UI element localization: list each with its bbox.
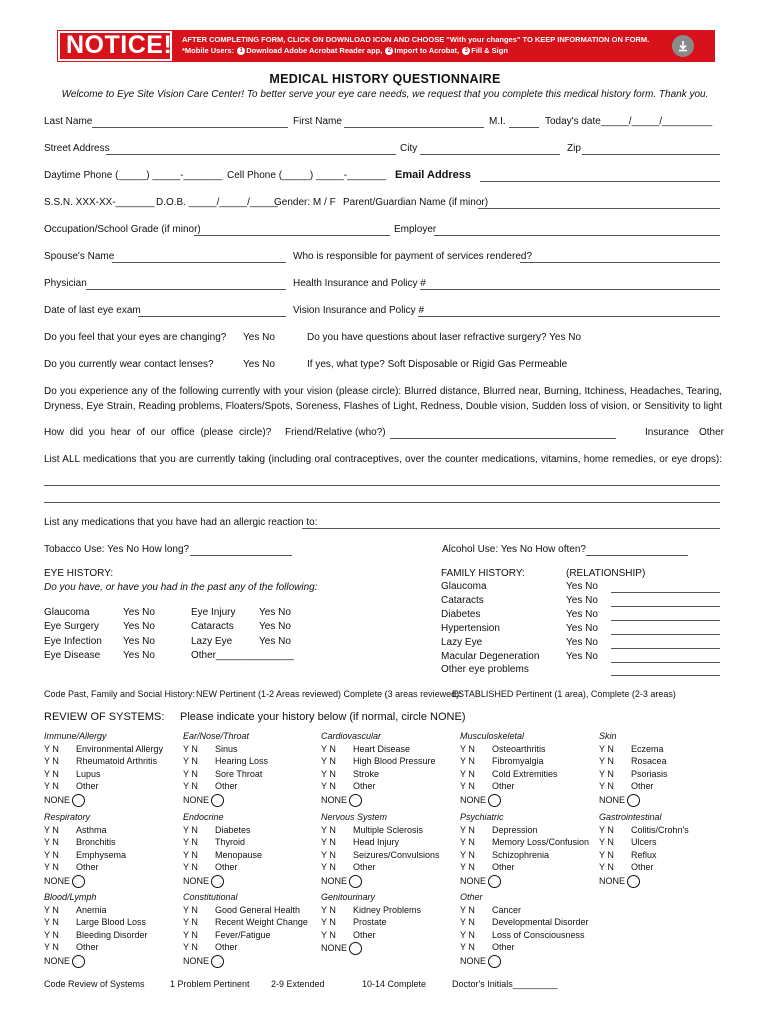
ros-system-heading: Genitourinary — [321, 892, 376, 902]
ros-none-option[interactable] — [44, 875, 85, 888]
eye-history-item: Lazy Eye — [191, 636, 233, 647]
relationship-field[interactable] — [611, 675, 720, 676]
allergic-question: List any medications that you have had an allergic reaction to: — [44, 517, 318, 528]
ros-item: Bronchitis — [76, 837, 116, 847]
ros-item: Other — [631, 862, 654, 872]
mobile-users-label: *Mobile Users: — [182, 46, 235, 55]
alcohol-question[interactable]: Alcohol Use: Yes No How often? — [442, 544, 586, 555]
relationship-field[interactable] — [611, 634, 720, 635]
family-history-yes-no[interactable]: Yes No — [566, 623, 598, 634]
ros-yes-no[interactable]: Y N — [44, 837, 59, 847]
ros-yes-no[interactable]: Y N — [321, 862, 336, 872]
step-3-badge: 3 — [462, 47, 470, 55]
none-circle-icon[interactable] — [349, 875, 362, 888]
eye-history-item[interactable]: Other______________ — [191, 650, 294, 661]
family-history-item: Other eye problems — [441, 664, 529, 675]
ros-yes-no[interactable]: Y N — [599, 850, 614, 860]
ros-item: Reflux — [631, 850, 657, 860]
ros-none-label: NONE — [183, 875, 210, 886]
street-label: Street Address — [44, 143, 110, 154]
relationship-heading: (RELATIONSHIP) — [566, 568, 646, 579]
ros-system-heading: Blood/Lymph — [44, 892, 97, 902]
ros-none-label: NONE — [321, 942, 348, 953]
ros-yes-no[interactable]: Y N — [44, 942, 59, 952]
ros-yes-no[interactable]: Y N — [321, 930, 336, 940]
ros-none-option[interactable] — [460, 794, 501, 807]
ros-yes-no[interactable]: Y N — [460, 942, 475, 952]
street-field[interactable] — [106, 154, 396, 155]
family-history-item: Macular Degeneration — [441, 651, 540, 662]
problem-pertinent-option[interactable]: 1 Problem Pertinent — [170, 979, 250, 989]
form-title: MEDICAL HISTORY QUESTIONNAIRE — [269, 72, 501, 86]
ros-item: Stroke — [353, 769, 380, 779]
ros-system-heading: Nervous System — [321, 812, 388, 822]
last-exam-field[interactable] — [138, 316, 286, 317]
ros-yes-no[interactable]: Y N — [183, 769, 198, 779]
ros-yes-no[interactable]: Y N — [44, 905, 59, 915]
physician-field[interactable] — [86, 289, 286, 290]
vision-insurance-label: Vision Insurance and Policy # — [293, 305, 425, 316]
ros-item: Other — [215, 862, 238, 872]
eye-history-yes-no[interactable]: Yes No — [259, 607, 291, 618]
ros-yes-no[interactable]: Y N — [183, 905, 198, 915]
ros-item: Head Injury — [353, 837, 400, 847]
none-circle-icon[interactable] — [349, 942, 362, 955]
tobacco-question[interactable]: Tobacco Use: Yes No How long? — [44, 544, 190, 555]
ros-item: Cold Extremities — [492, 769, 558, 779]
mi-field[interactable] — [509, 127, 539, 128]
ros-system-heading: Immune/Allergy — [44, 731, 107, 741]
family-history-yes-no[interactable]: Yes No — [566, 581, 598, 592]
ros-yes-no[interactable]: Y N — [460, 756, 475, 766]
ros-yes-no[interactable]: Y N — [460, 905, 475, 915]
first-name-field[interactable] — [344, 127, 484, 128]
ros-yes-no[interactable]: Y N — [599, 769, 614, 779]
friend-option[interactable]: Friend/Relative (who?) — [285, 427, 386, 438]
dob-field[interactable]: D.O.B. _____/_____/_____ — [156, 197, 278, 208]
ros-item: Prostate — [353, 917, 387, 927]
ros-yes-no[interactable]: Y N — [460, 930, 475, 940]
ros-item: Other — [76, 862, 99, 872]
ros-none-label: NONE — [44, 794, 71, 805]
mi-label: M.I. — [489, 116, 506, 127]
relationship-field[interactable] — [611, 648, 720, 649]
eye-history-item: Eye Disease — [44, 650, 101, 661]
lasik-question[interactable]: Do you have questions about laser refractive surgery? Yes No — [307, 332, 582, 343]
doctor-initials-field[interactable]: Doctor's Initials_________ — [452, 979, 558, 989]
ros-none-label: NONE — [44, 955, 71, 966]
ros-item: Other — [492, 942, 515, 952]
ros-none-label: NONE — [460, 955, 487, 966]
vision-insurance-field[interactable] — [418, 316, 720, 317]
ros-none-option[interactable] — [460, 955, 501, 968]
todays-date-field[interactable]: _____/_____/_________ — [601, 116, 713, 127]
ros-item: Other — [215, 942, 238, 952]
eyes-changing-yes-no[interactable]: Yes No — [243, 332, 275, 343]
step-1-text: Download Adobe Acrobat Reader app, — [246, 46, 383, 55]
ros-none-label: NONE — [183, 794, 210, 805]
ros-yes-no[interactable]: Y N — [44, 781, 59, 791]
ros-item: Sore Throat — [215, 769, 263, 779]
ros-item: Large Blood Loss — [76, 917, 147, 927]
ros-yes-no[interactable]: Y N — [599, 862, 614, 872]
payment-label: Who is responsible for payment of services rendered? — [293, 251, 533, 262]
ros-yes-no[interactable]: Y N — [321, 825, 336, 835]
relationship-field[interactable] — [611, 620, 720, 621]
ros-yes-no[interactable]: Y N — [460, 825, 475, 835]
parent-field[interactable] — [478, 208, 720, 209]
ros-none-option[interactable] — [460, 875, 501, 888]
zip-label: Zip — [567, 143, 581, 154]
step-1-badge: 1 — [237, 47, 245, 55]
email-label: Email Address — [395, 169, 472, 181]
ros-item: Diabetes — [215, 825, 251, 835]
ros-system-heading: Ear/Nose/Throat — [183, 731, 250, 741]
ros-none-option[interactable] — [321, 942, 362, 955]
ros-item: Ulcers — [631, 837, 657, 847]
ros-yes-no[interactable]: Y N — [44, 850, 59, 860]
ros-yes-no[interactable]: Y N — [321, 837, 336, 847]
ros-none-option[interactable] — [599, 794, 640, 807]
insurance-option[interactable]: Insurance — [645, 427, 689, 438]
family-history-item: Lazy Eye — [441, 637, 483, 648]
ros-item: Eczema — [631, 744, 664, 754]
ros-item: Other — [492, 862, 515, 872]
ros-item: Anemia — [76, 905, 107, 915]
ros-item: Other — [353, 930, 376, 940]
email-field[interactable] — [480, 181, 720, 182]
code-ros-label: Code Review of Systems — [44, 979, 145, 989]
occupation-field[interactable] — [194, 235, 390, 236]
ros-item: Other — [631, 781, 654, 791]
ros-yes-no[interactable]: Y N — [321, 769, 336, 779]
payment-field[interactable] — [520, 262, 720, 263]
physician-label: Physician — [44, 278, 87, 289]
insurance-label: Health Insurance and Policy # — [293, 278, 426, 289]
ros-item: Menopause — [215, 850, 263, 860]
ros-none-label: NONE — [321, 794, 348, 805]
ros-item: Thyroid — [215, 837, 246, 847]
hear-office-question: How did you hear of our office (please circle)? — [44, 427, 272, 438]
ros-none-label: NONE — [183, 955, 210, 966]
ros-item: Colitis/Crohn's — [631, 825, 689, 835]
ros-none-label: NONE — [460, 875, 487, 886]
eye-history-yes-no[interactable]: Yes No — [123, 621, 155, 632]
cell-phone-label[interactable]: Cell Phone (_____) _____-_______ — [227, 170, 387, 181]
step-2-text: Import to Acrobat, — [394, 46, 460, 55]
spouse-field[interactable] — [112, 262, 286, 263]
eye-history-item: Eye Infection — [44, 636, 102, 647]
ros-item: Other — [215, 781, 238, 791]
allergic-field[interactable] — [302, 528, 720, 529]
ros-yes-no[interactable]: Y N — [44, 825, 59, 835]
banner-instruction-line1: AFTER COMPLETING FORM, CLICK ON DOWNLOAD ICON AND CHOOSE "With your changes" TO KEEP INFORMATION ON FORM. — [182, 35, 650, 44]
none-circle-icon[interactable] — [72, 955, 85, 968]
friend-field[interactable] — [390, 438, 616, 439]
none-circle-icon[interactable] — [211, 875, 224, 888]
ros-system-heading: Respiratory — [44, 812, 91, 822]
eye-history-yes-no[interactable]: Yes No — [123, 636, 155, 647]
form-subtitle: Welcome to Eye Site Vision Care Center! To better serve your eye care needs, we request that you complete this medical history form. Thank you. — [61, 89, 709, 100]
ros-yes-no[interactable]: Y N — [183, 917, 198, 927]
ros-yes-no[interactable]: Y N — [321, 917, 336, 927]
ros-yes-no[interactable]: Y N — [460, 850, 475, 860]
ros-system-heading: Skin — [599, 731, 617, 741]
ros-item: Bleeding Disorder — [76, 930, 148, 940]
ros-system-heading: Gastrointestinal — [599, 812, 662, 822]
ros-yes-no[interactable]: Y N — [183, 930, 198, 940]
ros-yes-no[interactable]: Y N — [44, 930, 59, 940]
medications-field-2[interactable] — [44, 502, 720, 503]
ros-yes-no[interactable]: Y N — [321, 744, 336, 754]
ros-yes-no[interactable]: Y N — [44, 862, 59, 872]
step-2-badge: 2 — [385, 47, 393, 55]
eye-history-item: Eye Surgery — [44, 621, 100, 632]
eye-history-heading: EYE HISTORY: — [44, 568, 114, 579]
ros-item: Memory Loss/Confusion — [492, 837, 590, 847]
ros-item: Other — [353, 862, 376, 872]
family-history-yes-no[interactable]: Yes No — [566, 595, 598, 606]
ros-yes-no[interactable]: Y N — [321, 756, 336, 766]
ros-item: Lupus — [76, 769, 101, 779]
relationship-field[interactable] — [611, 592, 720, 593]
eyes-changing-question: Do you feel that your eyes are changing? — [44, 332, 227, 343]
ros-yes-no[interactable]: Y N — [321, 781, 336, 791]
family-history-yes-no[interactable]: Yes No — [566, 637, 598, 648]
ros-yes-no[interactable]: Y N — [460, 744, 475, 754]
none-circle-icon[interactable] — [211, 794, 224, 807]
todays-date-label: Today's date — [545, 116, 601, 127]
ros-item: Osteoarthritis — [492, 744, 546, 754]
download-button[interactable] — [672, 35, 694, 57]
ros-none-option[interactable] — [599, 875, 640, 888]
none-circle-icon[interactable] — [349, 794, 362, 807]
gender-field[interactable]: Gender: M / F — [274, 197, 336, 208]
ros-yes-no[interactable]: Y N — [183, 756, 198, 766]
ros-system-heading: Psychiatric — [460, 812, 504, 822]
eye-history-yes-no[interactable]: Yes No — [259, 636, 291, 647]
ros-system-heading: Constitutional — [183, 892, 238, 902]
none-circle-icon[interactable] — [488, 875, 501, 888]
family-history-item: Glaucoma — [441, 581, 487, 592]
ros-item: Kidney Problems — [353, 905, 422, 915]
ros-yes-no[interactable]: Y N — [460, 781, 475, 791]
ros-none-option[interactable] — [44, 955, 85, 968]
ros-item: Sinus — [215, 744, 238, 754]
extended-option[interactable]: 2-9 Extended — [271, 979, 325, 989]
last-name-field[interactable] — [92, 127, 288, 128]
contacts-question: Do you currently wear contact lenses? — [44, 359, 214, 370]
ros-item: Psoriasis — [631, 769, 668, 779]
ros-item: Emphysema — [76, 850, 127, 860]
ros-item: Hearing Loss — [215, 756, 269, 766]
new-pertinent-label[interactable]: NEW Pertinent (1-2 Areas reviewed) Complete (3 areas reviewed): — [196, 689, 462, 699]
ros-item: Developmental Disorder — [492, 917, 589, 927]
daytime-phone-label[interactable]: Daytime Phone (_____) _____-_______ — [44, 170, 223, 181]
ros-yes-no[interactable]: Y N — [460, 837, 475, 847]
last-name-label: Last Name — [44, 116, 93, 127]
ros-yes-no[interactable]: Y N — [183, 862, 198, 872]
occupation-label: Occupation/School Grade (if minor) — [44, 224, 201, 235]
alcohol-field[interactable] — [586, 555, 688, 556]
ros-item: Other — [76, 781, 99, 791]
relationship-field[interactable] — [611, 662, 720, 663]
ros-item: Rosacea — [631, 756, 667, 766]
none-circle-icon[interactable] — [488, 955, 501, 968]
parent-label: Parent/Guardian Name (if minor) — [343, 197, 489, 208]
relationship-field[interactable] — [611, 606, 720, 607]
ros-item: Cancer — [492, 905, 522, 915]
family-history-item: Hypertension — [441, 623, 500, 634]
none-circle-icon[interactable] — [211, 955, 224, 968]
ros-yes-no[interactable]: Y N — [460, 862, 475, 872]
ros-system-heading: Other — [460, 892, 483, 902]
established-label[interactable]: ESTABLISHED Pertinent (1 area), Complete (2-3 areas) — [452, 689, 676, 699]
ros-none-option[interactable] — [183, 794, 224, 807]
first-name-label: First Name — [293, 116, 342, 127]
ros-system-heading: Cardiovascular — [321, 731, 382, 741]
ros-none-option[interactable] — [44, 794, 85, 807]
ros-item: Loss of Consciousness — [492, 930, 585, 940]
city-field[interactable] — [420, 154, 560, 155]
family-history-yes-no[interactable]: Yes No — [566, 651, 598, 662]
ros-system-heading: Musculoskeletal — [460, 731, 525, 741]
download-icon — [672, 35, 694, 57]
spouse-label: Spouse's Name — [44, 251, 115, 262]
ros-item: Schizophrenia — [492, 850, 550, 860]
ros-yes-no[interactable]: Y N — [44, 756, 59, 766]
ros-system-heading: Endocrine — [183, 812, 224, 822]
ros-none-option[interactable] — [321, 794, 362, 807]
ros-yes-no[interactable]: Y N — [599, 781, 614, 791]
eye-history-item: Cataracts — [191, 621, 234, 632]
insurance-field[interactable] — [420, 289, 720, 290]
ros-yes-no[interactable]: Y N — [321, 905, 336, 915]
ros-none-label: NONE — [460, 794, 487, 805]
other-option[interactable]: Other — [699, 427, 725, 438]
ros-yes-no[interactable]: Y N — [183, 825, 198, 835]
eye-history-item: Eye Injury — [191, 607, 236, 618]
ros-yes-no[interactable]: Y N — [321, 850, 336, 860]
employer-field[interactable] — [434, 235, 720, 236]
notice-label: NOTICE! — [66, 31, 173, 59]
ros-item: Seizures/Convulsions — [353, 850, 440, 860]
ros-item: Multiple Sclerosis — [353, 825, 424, 835]
ros-none-option[interactable] — [183, 955, 224, 968]
eye-history-item: Glaucoma — [44, 607, 90, 618]
none-circle-icon[interactable] — [488, 794, 501, 807]
ros-item: Heart Disease — [353, 744, 411, 754]
contact-type-question[interactable]: If yes, what type? Soft Disposable or Rigid Gas Permeable — [307, 359, 568, 370]
ros-item: Depression — [492, 825, 538, 835]
step-3-text: Fill & Sign — [471, 46, 508, 55]
ros-item: Other — [353, 781, 376, 791]
ros-yes-no[interactable]: Y N — [183, 781, 198, 791]
symptoms-line2[interactable]: Dryness, Eye Strain, Reading problems, Floaters/Spots, Soreness, Flashes of Light, Redness, Double vision, Sudden loss of vision, or Sensitivity to light — [44, 401, 722, 412]
contacts-yes-no[interactable]: Yes No — [243, 359, 275, 370]
family-history-yes-no[interactable]: Yes No — [566, 609, 598, 620]
ros-item: Recent Weight Change — [215, 917, 308, 927]
family-history-item: Diabetes — [441, 609, 481, 620]
eye-history-yes-no[interactable]: Yes No — [259, 621, 291, 632]
none-circle-icon[interactable] — [627, 875, 640, 888]
code-past-label: Code Past, Family and Social History: — [44, 689, 196, 699]
ros-item: Good General Health — [215, 905, 301, 915]
family-history-item: Cataracts — [441, 595, 484, 606]
family-history-heading: FAMILY HISTORY: — [441, 568, 525, 579]
ros-none-label: NONE — [44, 875, 71, 886]
complete-option[interactable]: 10-14 Complete — [362, 979, 427, 989]
ros-instruction: Please indicate your history below (if normal, circle NONE) — [180, 711, 466, 723]
none-circle-icon[interactable] — [627, 794, 640, 807]
ros-none-label: NONE — [599, 794, 626, 805]
ros-yes-no[interactable]: Y N — [599, 825, 614, 835]
ros-yes-no[interactable]: Y N — [599, 744, 614, 754]
ros-yes-no[interactable]: Y N — [599, 756, 614, 766]
ros-yes-no[interactable]: Y N — [183, 850, 198, 860]
medications-question: List ALL medications that you are currently taking (including oral contraceptives, over the counter medications, vitamins, home remedies, or eye drops): — [44, 454, 722, 465]
ros-item: Environmental Allergy — [76, 744, 164, 754]
ros-none-option[interactable] — [321, 875, 362, 888]
ros-item: Fever/Fatigue — [215, 930, 271, 940]
banner-instruction-line2 — [182, 46, 508, 55]
eye-history-yes-no[interactable]: Yes No — [123, 650, 155, 661]
ros-item: Other — [492, 781, 515, 791]
none-circle-icon[interactable] — [72, 794, 85, 807]
ros-yes-no[interactable]: Y N — [599, 837, 614, 847]
none-circle-icon[interactable] — [72, 875, 85, 888]
ros-item: Other — [76, 942, 99, 952]
ssn-field[interactable]: S.S.N. XXX-XX-_______ — [44, 197, 155, 208]
ros-yes-no[interactable]: Y N — [183, 837, 198, 847]
symptoms-line1[interactable]: Do you experience any of the following currently with your vision (please circle): Blurred distance, Blurred near, Burning, Itchiness, Headaches, Tearing, — [44, 386, 722, 397]
ros-item: High Blood Pressure — [353, 756, 436, 766]
eye-history-prompt: Do you have, or have you had in the past any of the following: — [44, 582, 318, 593]
ros-item: Fibromyalgia — [492, 756, 544, 766]
last-exam-label: Date of last eye exam — [44, 305, 141, 316]
ros-yes-no[interactable]: Y N — [44, 769, 59, 779]
ros-item: Asthma — [76, 825, 107, 835]
eye-history-yes-no[interactable]: Yes No — [123, 607, 155, 618]
tobacco-field[interactable] — [190, 555, 292, 556]
ros-yes-no[interactable]: Y N — [460, 917, 475, 927]
ros-heading: REVIEW OF SYSTEMS: — [44, 711, 165, 723]
ros-item: Rheumatoid Arthritis — [76, 756, 158, 766]
employer-label: Employer — [394, 224, 437, 235]
ros-none-label: NONE — [321, 875, 348, 886]
ros-yes-no[interactable]: Y N — [460, 769, 475, 779]
ros-yes-no[interactable]: Y N — [44, 917, 59, 927]
medications-field-1[interactable] — [44, 485, 720, 486]
ros-yes-no[interactable]: Y N — [44, 744, 59, 754]
ros-yes-no[interactable]: Y N — [183, 744, 198, 754]
ros-none-label: NONE — [599, 875, 626, 886]
ros-yes-no[interactable]: Y N — [183, 942, 198, 952]
city-label: City — [400, 143, 418, 154]
zip-field[interactable] — [582, 154, 720, 155]
ros-none-option[interactable] — [183, 875, 224, 888]
